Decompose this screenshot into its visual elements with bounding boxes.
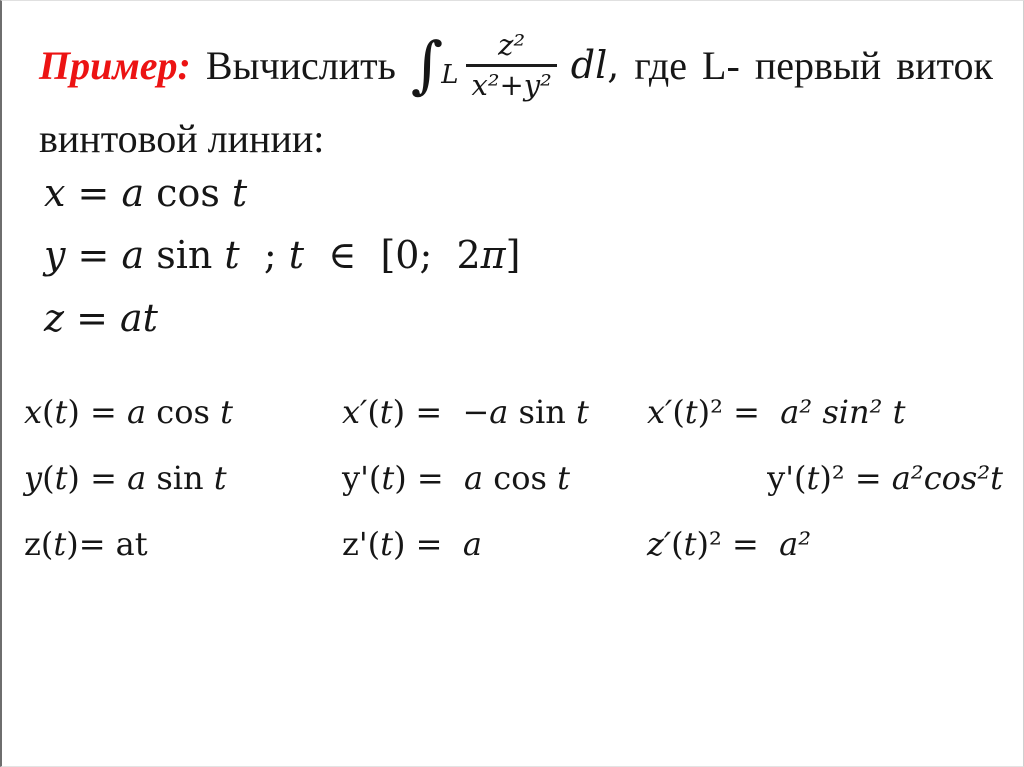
example-label: Пример: — [39, 42, 191, 88]
integral-formula — [411, 30, 619, 100]
word-curve-label: L- — [702, 42, 740, 88]
comma: , — [607, 43, 620, 87]
equation-param-x: x = a cos t — [44, 171, 248, 215]
fraction-denominator: x²+y² — [466, 64, 556, 100]
problem-statement-line1 — [39, 17, 993, 113]
integral-subscript: L — [441, 59, 459, 90]
cell-y-prime: y'(t) = a cos t — [342, 459, 570, 498]
equation-param-z: z = at — [44, 296, 158, 340]
word-pervyj: первый — [754, 42, 882, 88]
cell-z-prime: z'(t) = a — [342, 525, 482, 564]
derivatives-table — [24, 380, 1011, 578]
fraction — [466, 30, 556, 100]
cell-x-prime: x′(t) = −a sin t — [342, 393, 589, 432]
word-gde: где — [634, 42, 687, 88]
word-vitok: виток — [896, 42, 993, 88]
cell-y-prime-squared: y'(t)² = a²cos²t — [767, 459, 1003, 498]
differential-term — [571, 43, 620, 87]
cell-x-of-t: x(t) = a cos t — [24, 393, 233, 432]
differential-dl: dl — [570, 43, 608, 87]
fraction-numerator: z² — [498, 28, 526, 63]
cell-z-of-t: z(t)= at — [24, 525, 148, 564]
verb-word: Вычислить — [205, 42, 396, 88]
equation-param-y-domain: y = a sin t ; t ∈ [0; 2π] — [44, 233, 521, 277]
problem-statement-line2: винтовой линии: — [39, 116, 325, 161]
cell-y-of-t: y(t) = a sin t — [24, 459, 227, 498]
cell-z-prime-squared: z′(t)² = a² — [647, 525, 812, 564]
cell-x-prime-squared: x′(t)² = a² sin² t — [647, 393, 906, 432]
integral-sign: ∫ — [410, 28, 444, 102]
